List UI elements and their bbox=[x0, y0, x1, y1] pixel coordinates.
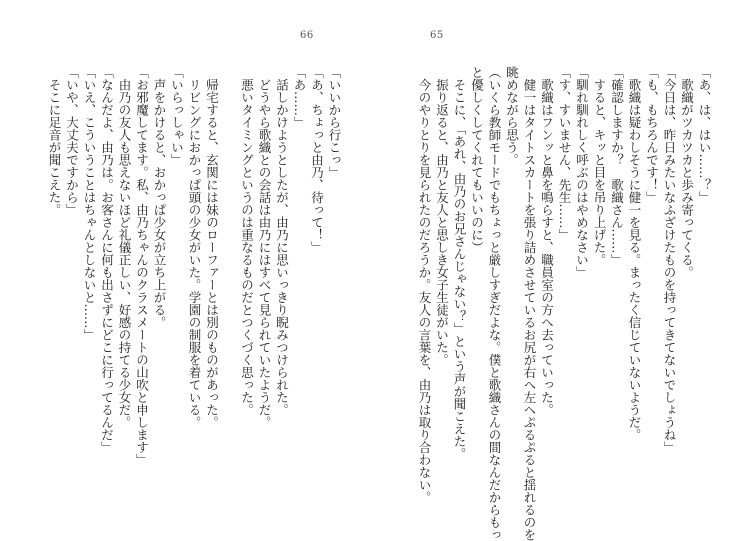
left-page-text bbox=[46, 66, 344, 476]
right-page-text bbox=[416, 66, 714, 541]
right-page-line: 「今日は、昨日みたいなふざけたものを持ってきてないでしょうね」 bbox=[662, 66, 677, 454]
right-page bbox=[368, 0, 736, 541]
right-page-line: と優しくしてくれてもいいのに） bbox=[469, 66, 485, 254]
right-page-line: 眺めながら思う。 bbox=[504, 66, 520, 166]
left-page-line: 「いらっしゃい」 bbox=[169, 66, 185, 166]
page-number-left: 66 bbox=[300, 30, 314, 41]
right-page-line: 「す、すいません、先生……」 bbox=[557, 66, 572, 241]
left-page-line: 「いいから行こっ」 bbox=[327, 66, 342, 179]
right-page-line: そこに、「あれ、由乃のお兄さんじゃない？」という声が聞こえた。 bbox=[452, 66, 467, 460]
right-page-line: （いくら教師モードでもちょっと厳しすぎだよな。僕と歌織さんの間なんだからもっ bbox=[487, 66, 502, 541]
left-page bbox=[0, 0, 368, 526]
right-page-line: 歌織はフンッと鼻を鳴らすと、職員室の方へ去っていった。 bbox=[539, 66, 555, 416]
right-page-line: 今のやりとりを見られたのだろうか。友人の言葉を、由乃は取り合わない。 bbox=[417, 66, 432, 504]
left-page-line: 声をかけると、おかっぱ少女が立ち上がる。 bbox=[152, 66, 167, 329]
left-page-line: 「なんだよ、由乃は。お客さんに何も出さずにどこに行ってるんだ」 bbox=[99, 66, 115, 454]
right-page-line: 「も、もちろんです！」 bbox=[644, 66, 660, 204]
right-page-line: 「馴れ馴れしく呼ぶのはやめなさい」 bbox=[574, 66, 590, 279]
page-number-right: 65 bbox=[430, 30, 444, 41]
left-page-line: 「あ……」 bbox=[292, 66, 307, 129]
left-page-line: リビングにおかっぱ頭の少女がいた。学園の制服を着ている。 bbox=[187, 66, 202, 429]
right-page-line: 「確認しますか？ 歌織さん……」 bbox=[609, 66, 625, 266]
right-page-line: 健一はタイトスカートを張り詰めさせているお尻が右へ左へぷるぷると揺れるのを bbox=[522, 66, 537, 541]
right-page-line: 歌織は疑わしそうに健一を見る。まったく信じていないようだ。 bbox=[627, 66, 642, 441]
left-page-line: 帰宅すると、玄関には妹のローファーとは別のものがあった。 bbox=[204, 66, 220, 429]
left-page-line: どうやら歌織との会話は由乃にはすべて見られていたようだ。 bbox=[257, 66, 272, 429]
left-page-line: 「いえ、こういうことはちゃんとしないと……」 bbox=[82, 66, 97, 341]
left-page-line: 話しかけようとしたが、由乃に思いっきり睨みつけられた。 bbox=[274, 66, 290, 416]
left-page-line: 「お邪魔してます。私、由乃ちゃんのクラスメートの山吹と申します」 bbox=[134, 66, 150, 466]
left-page-line: 悪いタイミングというのは重なるものだとつくづく思った。 bbox=[239, 66, 255, 416]
right-page-line: 振り返ると、由乃と友人と思しき女子生徒がいた。 bbox=[434, 66, 450, 366]
right-page-line: 歌織がツカツカと歩み寄ってくる。 bbox=[679, 66, 695, 279]
left-page-line: 「いや、大丈夫ですから」 bbox=[64, 66, 80, 216]
right-page-line: すると、キッと目を吊り上げた。 bbox=[592, 66, 607, 266]
left-page-line: 「あ、ちょっと由乃、待って！」 bbox=[309, 66, 325, 254]
left-page-line: そこに足音が聞こえた。 bbox=[47, 66, 62, 216]
right-page-line: 「あ、は、はい……？」 bbox=[697, 66, 712, 204]
left-page-line: 由乃の友人も思えないほど礼儀正しい、好感の持てる少女だ。 bbox=[117, 66, 132, 429]
